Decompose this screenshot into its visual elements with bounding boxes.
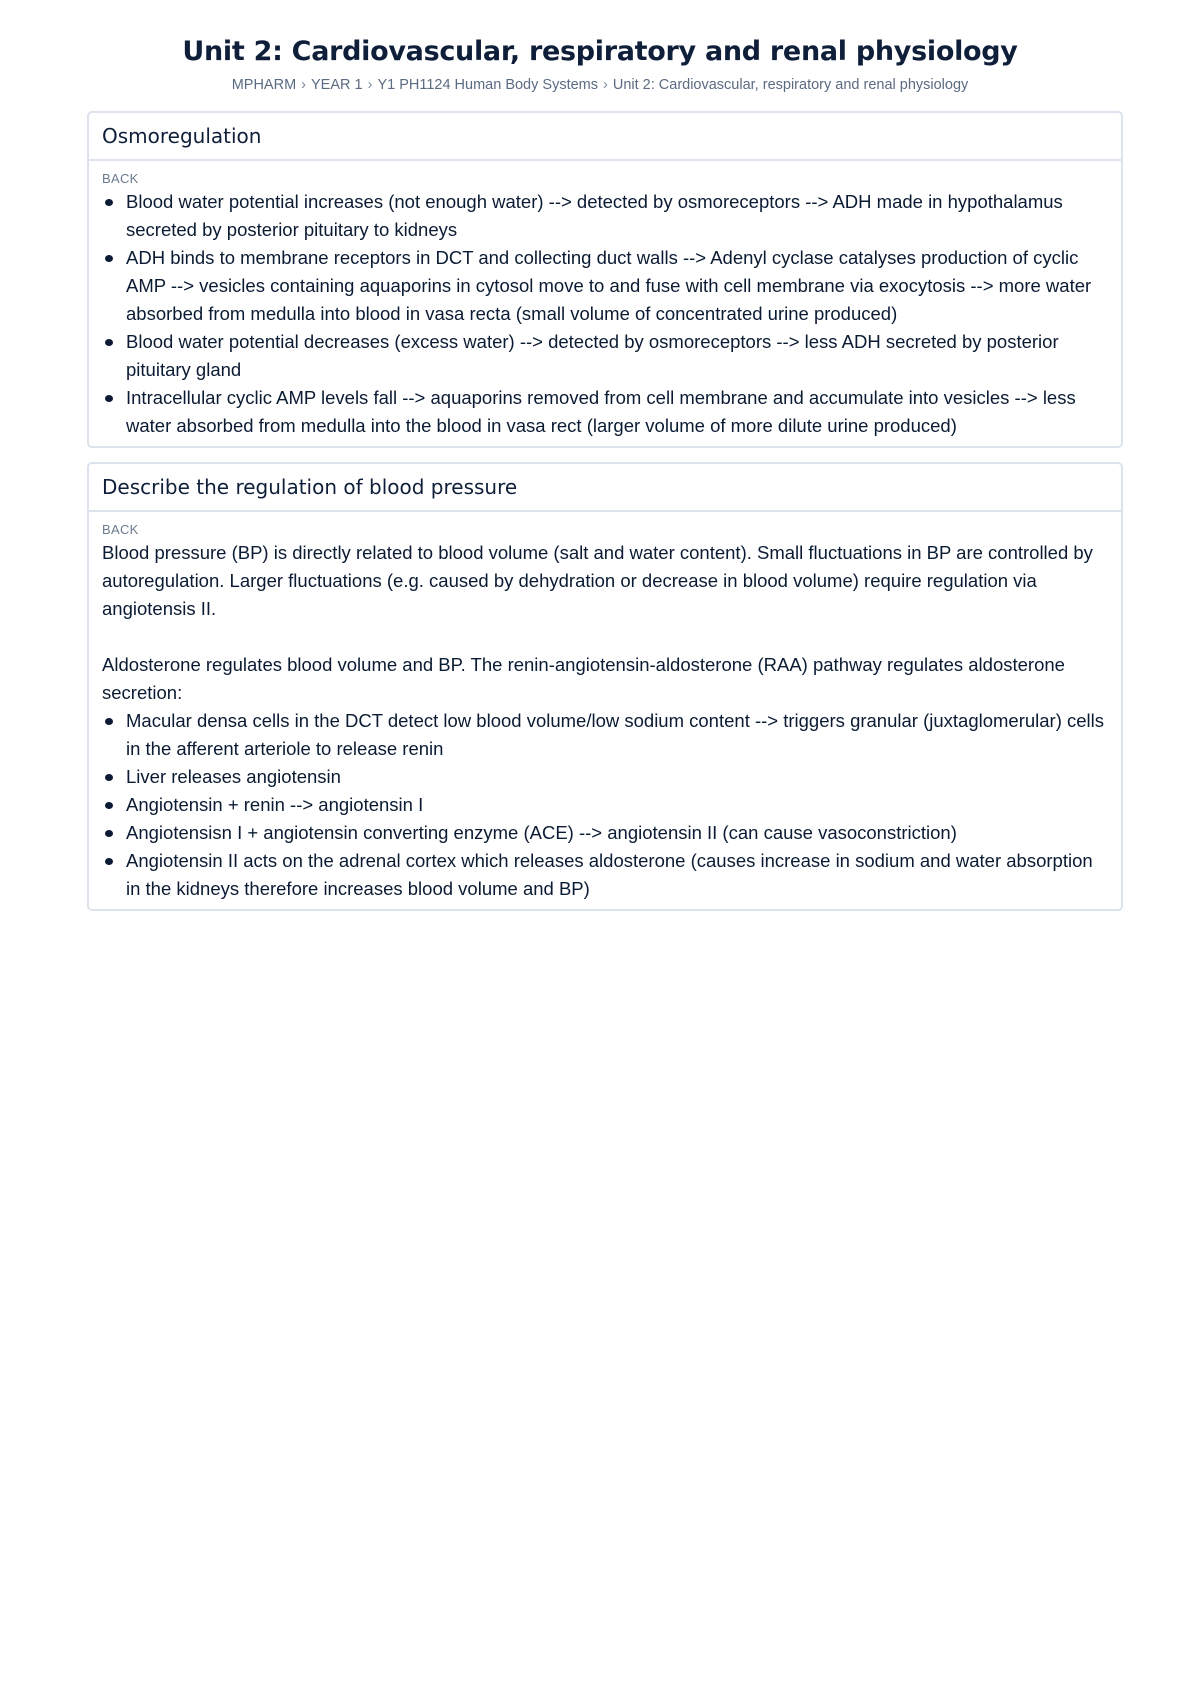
breadcrumb-separator-icon: ›	[603, 77, 608, 93]
flashcard-list	[87, 111, 1123, 925]
breadcrumb-item-module[interactable]: Y1 PH1124 Human Body Systems	[377, 77, 598, 93]
breadcrumb-separator-icon: ›	[301, 77, 306, 93]
breadcrumb-item-year[interactable]: YEAR 1	[311, 77, 363, 93]
answer-bullet: Macular densa cells in the DCT detect low blood volume/low sodium content --> triggers granular (juxtaglomerular) cells in the afferent arteriole to release renin	[102, 707, 1108, 763]
back-label: BACK	[102, 171, 139, 186]
breadcrumb-item-unit[interactable]: Unit 2: Cardiovascular, respiratory and renal physiology	[612, 77, 969, 93]
answer-bullet: Blood water potential increases (not enough water) --> detected by osmoreceptors --> ADH made in hypothalamus secreted by posterior pituitary to kidneys	[102, 188, 1108, 244]
answer-bullet: Angiotensisn I + angiotensin converting enzyme (ACE) --> angiotensin II (can cause vasoconstriction)	[102, 819, 1108, 847]
answer-bullet: Blood water potential decreases (excess water) --> detected by osmoreceptors --> less ADH secreted by posterior pituitary gland	[102, 328, 1108, 384]
answer-paragraph: Blood pressure (BP) is directly related to blood volume (salt and water content). Small fluctuations in BP are controlled by autoregulation. Larger fluctuations (e.g. caused by dehydration or decrease in blood volume) require regulation via angiotensis II.	[102, 542, 1093, 619]
answer-bullet: Liver releases angiotensin	[102, 763, 1108, 791]
flashcard-question: Describe the regulation of blood pressure	[102, 475, 518, 499]
flashcard	[87, 111, 1123, 448]
flashcard	[87, 462, 1123, 911]
page-title: Unit 2: Cardiovascular, respiratory and renal physiology	[182, 36, 1018, 67]
breadcrumb-separator-icon: ›	[367, 77, 373, 93]
answer-paragraph: Aldosterone regulates blood volume and BP. The renin-angiotensin-aldosterone (RAA) pathway regulates aldosterone secretion:	[102, 654, 1065, 703]
paragraph-spacer	[102, 623, 1108, 651]
breadcrumb-item-program[interactable]: MPHARM	[231, 77, 297, 93]
page-header	[0, 0, 1200, 95]
answer-bullet: Intracellular cyclic AMP levels fall --> aquaporins removed from cell membrane and accumulate into vesicles --> less water absorbed from medulla into the blood in vasa rect (larger volume of more dilute urine produced)	[102, 384, 1108, 440]
flashcard-front	[89, 464, 1121, 512]
answer-bullet-list	[102, 707, 1108, 903]
back-label: BACK	[102, 522, 139, 537]
flashcard-question: Osmoregulation	[102, 124, 262, 148]
answer-bullet-list	[102, 188, 1108, 440]
flashcard-back	[89, 161, 1121, 446]
answer-bullet: Angiotensin II acts on the adrenal cortex which releases aldosterone (causes increase in sodium and water absorption in the kidneys therefore increases blood volume and BP)	[102, 847, 1108, 903]
breadcrumb	[0, 75, 1200, 95]
flashcard-front	[89, 113, 1121, 161]
answer-bullet: Angiotensin + renin --> angiotensin I	[102, 791, 1108, 819]
flashcard-back	[89, 512, 1121, 909]
answer-bullet: ADH binds to membrane receptors in DCT and collecting duct walls --> Adenyl cyclase catalyses production of cyclic AMP --> vesicles containing aquaporins in cytosol move to and fuse with cell membrane via exocytosis --> more water absorbed from medulla into blood in vasa recta (small volume of concentrated urine produced)	[102, 244, 1108, 328]
